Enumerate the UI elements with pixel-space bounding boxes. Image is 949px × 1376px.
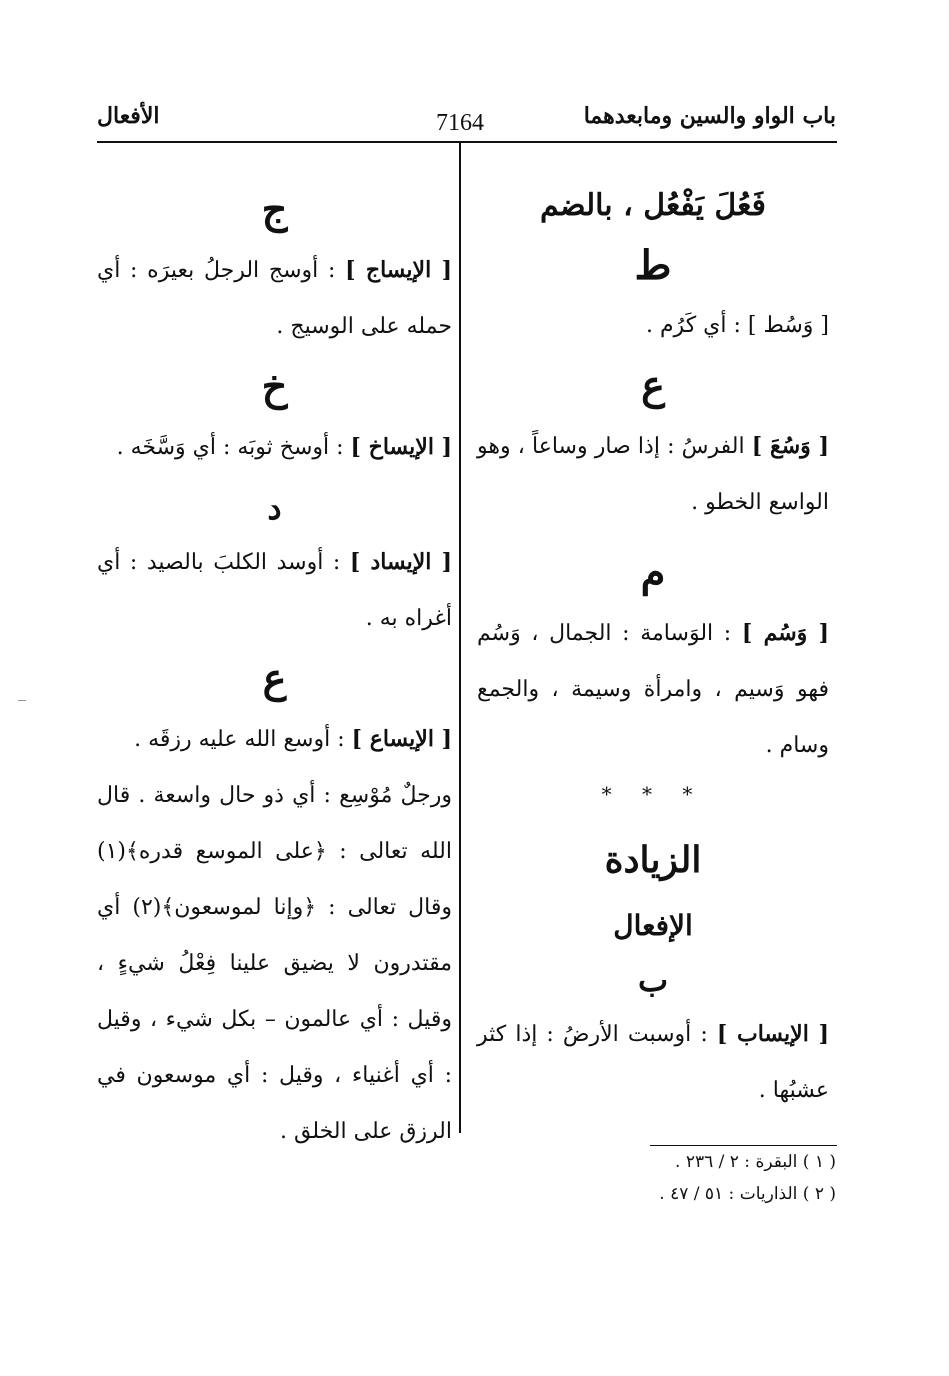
entry-headword: [ الإيساب ] bbox=[716, 1021, 829, 1047]
page-number: 7164 bbox=[436, 110, 484, 136]
entry: ورجلٌ مُوْسِع : أي ذو حال واسعة . قال الله تعالى : ﴿على الموسع قدره﴾(١) وقال تعالى : ﴿وإنا لموسعون﴾(٢) أي مقتدرون لا يضيق علينا فِعْلُ شيءٍ ، وقيل : أي عالمون – بكل شيء ، وقيل : أي أغنياء ، وقيل : أي موسعون في الرزق على الخلق . bbox=[97, 783, 452, 1144]
footnote: ( ١ ) البقرة : ٢ / ٢٣٦ . bbox=[675, 1152, 836, 1172]
section-heading: الزيادة bbox=[604, 839, 702, 881]
right-column bbox=[477, 150, 829, 1119]
entry-body: الفرسُ : إذا صار وساعاً ، وهو الواسع الخطو . bbox=[477, 434, 829, 515]
entry bbox=[97, 242, 452, 355]
letter-heading: خ bbox=[261, 363, 288, 410]
entry-headword: [ الإيساع ] bbox=[351, 726, 452, 752]
entry bbox=[97, 419, 452, 476]
scan-mark bbox=[18, 700, 26, 701]
entry-body: : أوسج الرجلُ بعيرَه : أي حمله على الوسيج . bbox=[97, 258, 452, 339]
entry bbox=[97, 711, 452, 768]
footnote: ( ٢ ) الذاريات : ٥١ / ٤٧ . bbox=[659, 1184, 836, 1204]
letter-heading: م bbox=[640, 549, 666, 596]
entry: [ وَسُط ] : أي كَرُم . bbox=[645, 313, 829, 338]
header-right-title: باب الواو والسين ومابعدهما bbox=[583, 103, 836, 129]
entry-headword: [ وَسُم ] bbox=[741, 620, 829, 646]
entry bbox=[477, 605, 829, 774]
entry-body: : الوَسامة : الجمال ، وَسُم فهو وَسيم ، وامرأة وسيمة ، والجمع وسام . bbox=[477, 621, 829, 758]
entry-body: : أوسخ ثوبَه : أي وَسَّخَه . bbox=[116, 435, 351, 460]
header-rule bbox=[97, 141, 837, 143]
letter-heading: ع bbox=[262, 655, 287, 702]
entry bbox=[97, 534, 452, 647]
letter-heading: ط bbox=[634, 242, 672, 289]
entry-body: : أوسبت الأرضُ : إذا كثر عشبُها . bbox=[477, 1022, 829, 1103]
section-separator: * * * bbox=[601, 782, 705, 806]
section-title: فَعُلَ يَفْعُل ، بالضم bbox=[540, 188, 766, 223]
column-divider bbox=[459, 143, 461, 1133]
footnote-rule bbox=[650, 1145, 837, 1146]
header-left-title: الأفعال bbox=[97, 103, 160, 129]
left-column bbox=[97, 150, 452, 1160]
entry bbox=[477, 418, 829, 531]
entry-body: : أوسع الله عليه رزقَه . bbox=[134, 727, 352, 752]
entry-body: : أوسد الكلبَ بالصيد : أي أغراه به . bbox=[97, 550, 452, 631]
letter-heading: ج bbox=[261, 186, 288, 233]
entry-headword: [ الإيساج ] bbox=[345, 257, 452, 283]
letter-heading: ع bbox=[641, 362, 665, 409]
entry bbox=[477, 1006, 829, 1119]
entry-headword: [ الإيساخ ] bbox=[350, 434, 452, 460]
letter-heading: د bbox=[267, 489, 282, 527]
letter-heading: ب bbox=[637, 961, 669, 999]
subsection-heading: الإفعال bbox=[613, 909, 693, 942]
entry-headword: [ وَسُعَ ] bbox=[751, 433, 829, 459]
entry-headword: [ الإيساد ] bbox=[349, 549, 453, 575]
